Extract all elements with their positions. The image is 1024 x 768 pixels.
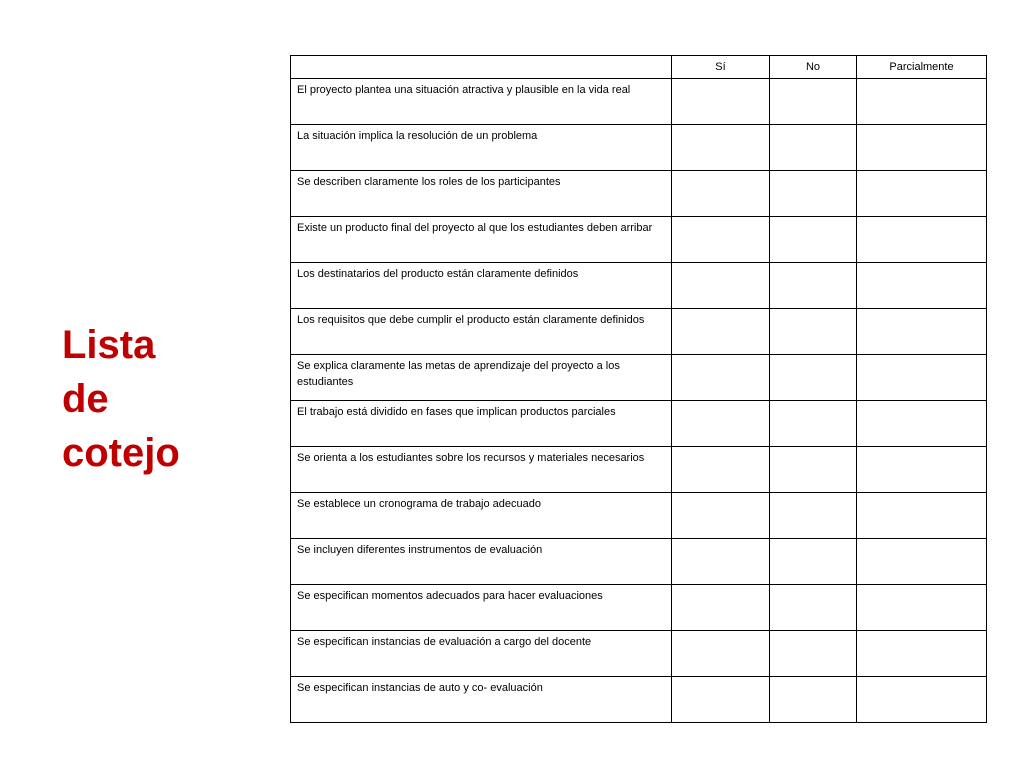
checkbox-cell-no[interactable] [770,401,857,447]
criterion-cell: Se incluyen diferentes instrumentos de evaluación [291,539,672,585]
table-row [291,309,987,355]
checkbox-cell-parcialmente[interactable] [857,401,987,447]
checkbox-cell-no[interactable] [770,585,857,631]
checkbox-cell-si[interactable] [672,79,770,125]
checkbox-cell-si[interactable] [672,355,770,401]
table-row [291,493,987,539]
table-row [291,171,987,217]
checkbox-cell-no[interactable] [770,125,857,171]
checkbox-cell-parcialmente[interactable] [857,585,987,631]
checkbox-cell-parcialmente[interactable] [857,447,987,493]
checkbox-cell-parcialmente[interactable] [857,171,987,217]
criterion-cell: Existe un producto final del proyecto al que los estudiantes deben arribar [291,217,672,263]
title-line-3: cotejo [62,431,180,475]
criterion-cell: La situación implica la resolución de un problema [291,125,672,171]
table-row [291,585,987,631]
table-row [291,401,987,447]
table-row [291,631,987,677]
title-line-1: Lista [62,323,156,367]
header-parcialmente: Parcialmente [857,56,987,79]
checkbox-cell-si[interactable] [672,539,770,585]
checkbox-cell-no[interactable] [770,631,857,677]
checkbox-cell-parcialmente[interactable] [857,309,987,355]
checkbox-cell-parcialmente[interactable] [857,263,987,309]
checkbox-cell-no[interactable] [770,309,857,355]
checkbox-cell-no[interactable] [770,539,857,585]
checkbox-cell-parcialmente[interactable] [857,677,987,723]
checkbox-cell-si[interactable] [672,401,770,447]
checkbox-cell-no[interactable] [770,217,857,263]
checkbox-cell-si[interactable] [672,309,770,355]
checkbox-cell-si[interactable] [672,263,770,309]
checkbox-cell-si[interactable] [672,585,770,631]
checkbox-cell-parcialmente[interactable] [857,493,987,539]
table-row [291,79,987,125]
criterion-cell: Se describen claramente los roles de los participantes [291,171,672,217]
checkbox-cell-no[interactable] [770,447,857,493]
checkbox-cell-parcialmente[interactable] [857,125,987,171]
table-row [291,539,987,585]
checklist-table [290,55,987,723]
checkbox-cell-si[interactable] [672,447,770,493]
criterion-cell: Se especifican momentos adecuados para hacer evaluaciones [291,585,672,631]
criterion-cell: Se establece un cronograma de trabajo adecuado [291,493,672,539]
checkbox-cell-no[interactable] [770,493,857,539]
title-line-2: de [62,377,109,421]
checkbox-cell-si[interactable] [672,677,770,723]
header-criterion [291,56,672,79]
table-row [291,125,987,171]
criterion-cell: El trabajo está dividido en fases que implican productos parciales [291,401,672,447]
criterion-cell: Se orienta a los estudiantes sobre los recursos y materiales necesarios [291,447,672,493]
checkbox-cell-no[interactable] [770,79,857,125]
checkbox-cell-si[interactable] [672,125,770,171]
table-row [291,447,987,493]
table-row [291,355,987,401]
checkbox-cell-si[interactable] [672,217,770,263]
criterion-cell: Los requisitos que debe cumplir el producto están claramente definidos [291,309,672,355]
slide-title [62,318,262,480]
checkbox-cell-parcialmente[interactable] [857,631,987,677]
criterion-cell: El proyecto plantea una situación atractiva y plausible en la vida real [291,79,672,125]
checkbox-cell-no[interactable] [770,677,857,723]
checkbox-cell-si[interactable] [672,631,770,677]
checkbox-cell-parcialmente[interactable] [857,79,987,125]
checkbox-cell-no[interactable] [770,171,857,217]
table-row [291,217,987,263]
checkbox-cell-parcialmente[interactable] [857,355,987,401]
criterion-cell: Se explica claramente las metas de aprendizaje del proyecto a los estudiantes [291,355,672,401]
checkbox-cell-si[interactable] [672,171,770,217]
header-si: Sí [672,56,770,79]
checkbox-cell-si[interactable] [672,493,770,539]
checkbox-cell-no[interactable] [770,263,857,309]
table-row [291,677,987,723]
checkbox-cell-parcialmente[interactable] [857,217,987,263]
checkbox-cell-no[interactable] [770,355,857,401]
criterion-cell: Los destinatarios del producto están claramente definidos [291,263,672,309]
header-row [291,56,987,79]
table-row [291,263,987,309]
criterion-cell: Se especifican instancias de evaluación a cargo del docente [291,631,672,677]
criterion-cell: Se especifican instancias de auto y co- evaluación [291,677,672,723]
header-no: No [770,56,857,79]
checkbox-cell-parcialmente[interactable] [857,539,987,585]
